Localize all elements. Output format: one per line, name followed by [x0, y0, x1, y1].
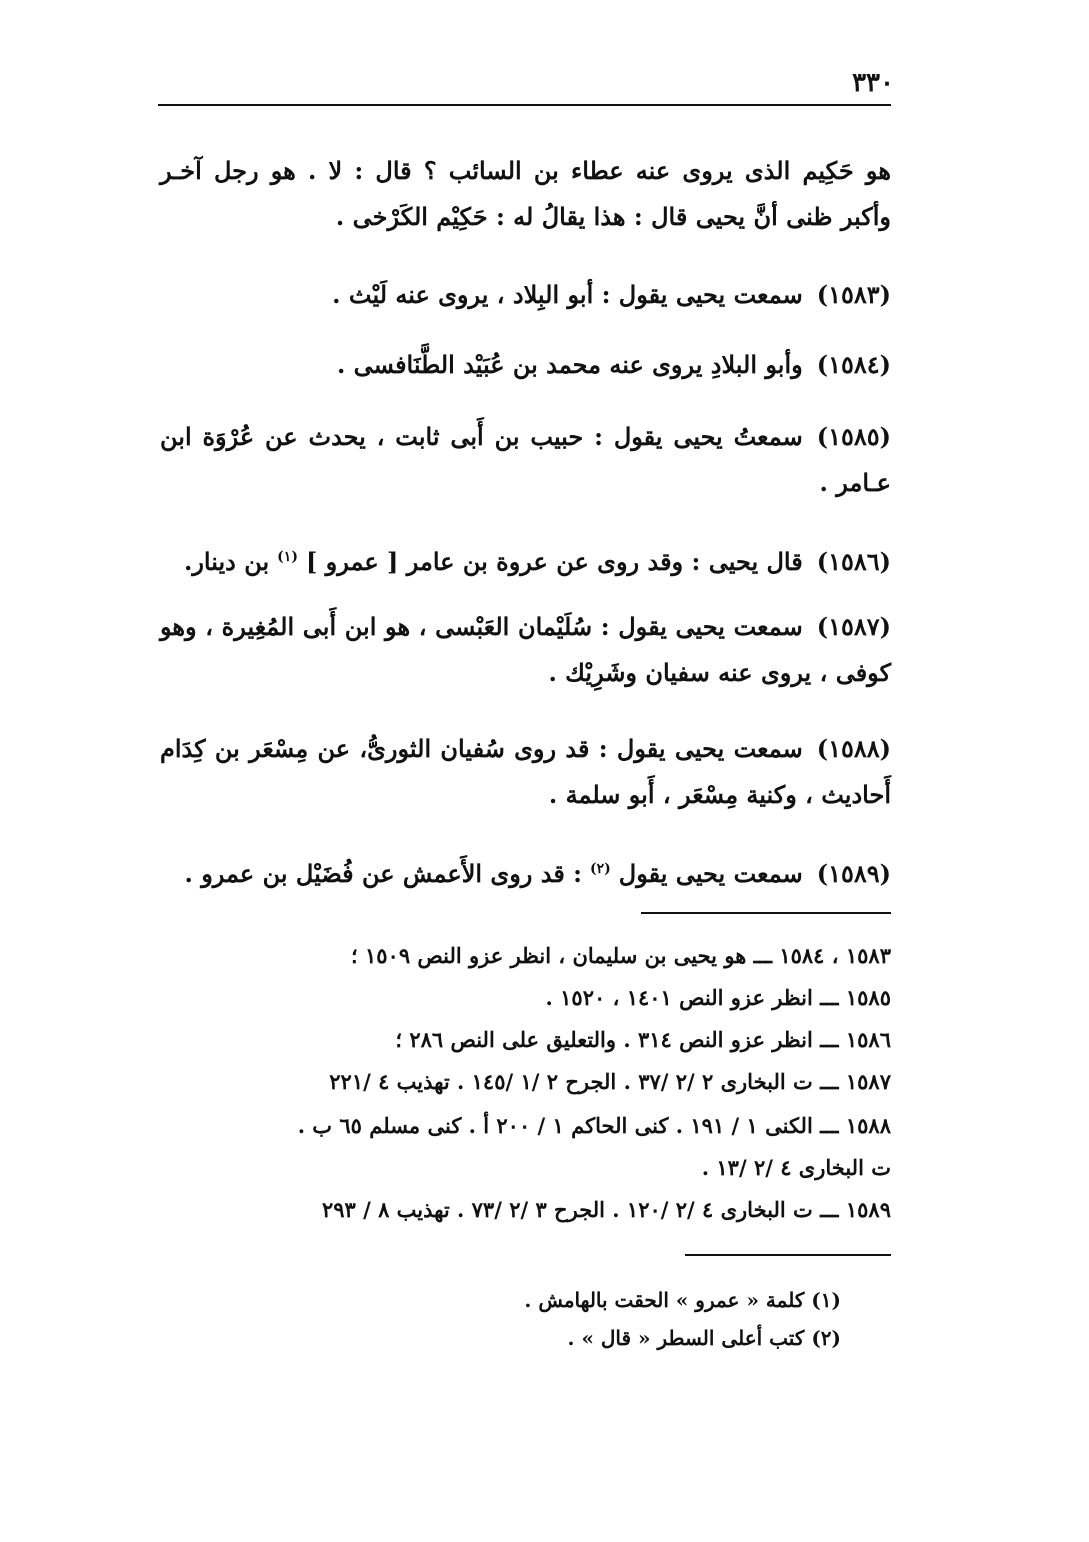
header-rule: [158, 104, 891, 106]
paragraph-text: سمعت يحيى يقول : قد روى سُفيان الثورىُّ، عن مِسْعَر بن كِدَام أَحاديث ، وكنية مِسْعَر ، أَبو سلمة .: [160, 734, 891, 809]
paragraph-text-cont: : قد روى الأَعمش عن فُضَيْل بن عمرو .: [184, 859, 583, 888]
paragraph-1584: [160, 342, 891, 388]
paragraph-number: (١٥٨٤): [816, 350, 891, 379]
paragraph-number: (١٥٨٩): [816, 859, 891, 888]
note-line: ١٥٨٦ ـــ انظر عزو النص ٣١٤ . والتعليق على النص ٢٨٦ ؛: [395, 1027, 891, 1052]
paragraph-text-cont: بن دينار.: [183, 547, 270, 576]
paragraph-number: (١٥٨٦): [816, 547, 891, 576]
paragraph-text: هو حَكِيم الذى يروى عنه عطاء بن السائب ؟ قال : لا . هو رجل آخـر وأكبر ظنى أنَّ يحيى قال : هذا يقالُ له : حَكِيْم الكَرْخى .: [160, 156, 891, 231]
paragraph-number: (١٥٨٨): [816, 734, 891, 763]
footnote-rule: [685, 1254, 891, 1256]
paragraph-number: (١٥٨٧): [816, 612, 891, 641]
paragraph-number: (١٥٨٥): [816, 422, 891, 451]
note-line: ١٥٨٩ ـــ ت البخارى ٤ /٢ /١٢٠ . الجرح ٣ /٢ /٧٣ . تهذيب ٨ / ٢٩٣: [321, 1197, 891, 1222]
note-line: ١٥٨٧ ـــ ت البخارى ٢ /٢ /٣٧ . الجرح ٢ /١ /١٤٥ . تهذيب ٤ /٢٢١: [329, 1069, 891, 1094]
notes-rule: [641, 912, 891, 914]
paragraph-text: سمعت يحيى يقول: [618, 859, 803, 888]
footnote-2: (٢) كتب أعلى السطر « قال » .: [567, 1326, 841, 1350]
paragraph-text: سمعت يحيى يقول : أبو البِلاد ، يروى عنه لَيْث .: [332, 280, 803, 309]
note-line: ١٥٨٥ ـــ انظر عزو النص ١٤٠١ ، ١٥٢٠ .: [545, 985, 891, 1010]
page-number: ٣٣٠: [852, 68, 894, 98]
footnote-marker-1: (١): [277, 549, 298, 565]
footnote-marker-2: (٢): [590, 861, 611, 877]
paragraph-text: قال يحيى : وقد روى عن عروة بن عامر [ عمرو ]: [305, 547, 803, 576]
footnote-1: (١) كلمة « عمرو » الحقت بالهامش .: [524, 1288, 841, 1312]
paragraph-number: (١٥٨٣): [816, 280, 891, 309]
paragraph-text: سمعت يحيى يقول : سُلَيْمان العَبْسى ، هو ابن أَبى المُغِيرة ، وهو كوفى ، يروى عنه سفيان وشَرِيْك .: [160, 612, 891, 687]
paragraph-1583: [160, 272, 891, 318]
note-line: ١٥٨٨ ـــ الكنى ١ / ١٩١ . كنى الحاكم ١ / ٢٠٠ أ . كنى مسلم ٦٥ ب .: [297, 1113, 891, 1138]
paragraph-text: سمعتُ يحيى يقول : حبيب بن أَبى ثابت ، يحدث عن عُرْوَة ابن عـامر .: [160, 422, 891, 497]
paragraph-1585: [160, 414, 891, 506]
note-line: ت البخارى ٤ /٢ /١٣ .: [701, 1155, 891, 1180]
paragraph-1589: [160, 846, 891, 897]
paragraph-continuation: [160, 148, 891, 240]
paragraph-1586: [160, 534, 891, 585]
paragraph-1587: [160, 604, 891, 696]
paragraph-1588: [160, 726, 891, 818]
paragraph-text: وأبو البلادِ يروى عنه محمد بن عُبَيْد الطَّنَافسى .: [336, 350, 803, 379]
note-line: ١٥٨٣ ، ١٥٨٤ ـــ هو يحيى بن سليمان ، انظر عزو النص ١٥٠٩ ؛: [350, 943, 891, 968]
